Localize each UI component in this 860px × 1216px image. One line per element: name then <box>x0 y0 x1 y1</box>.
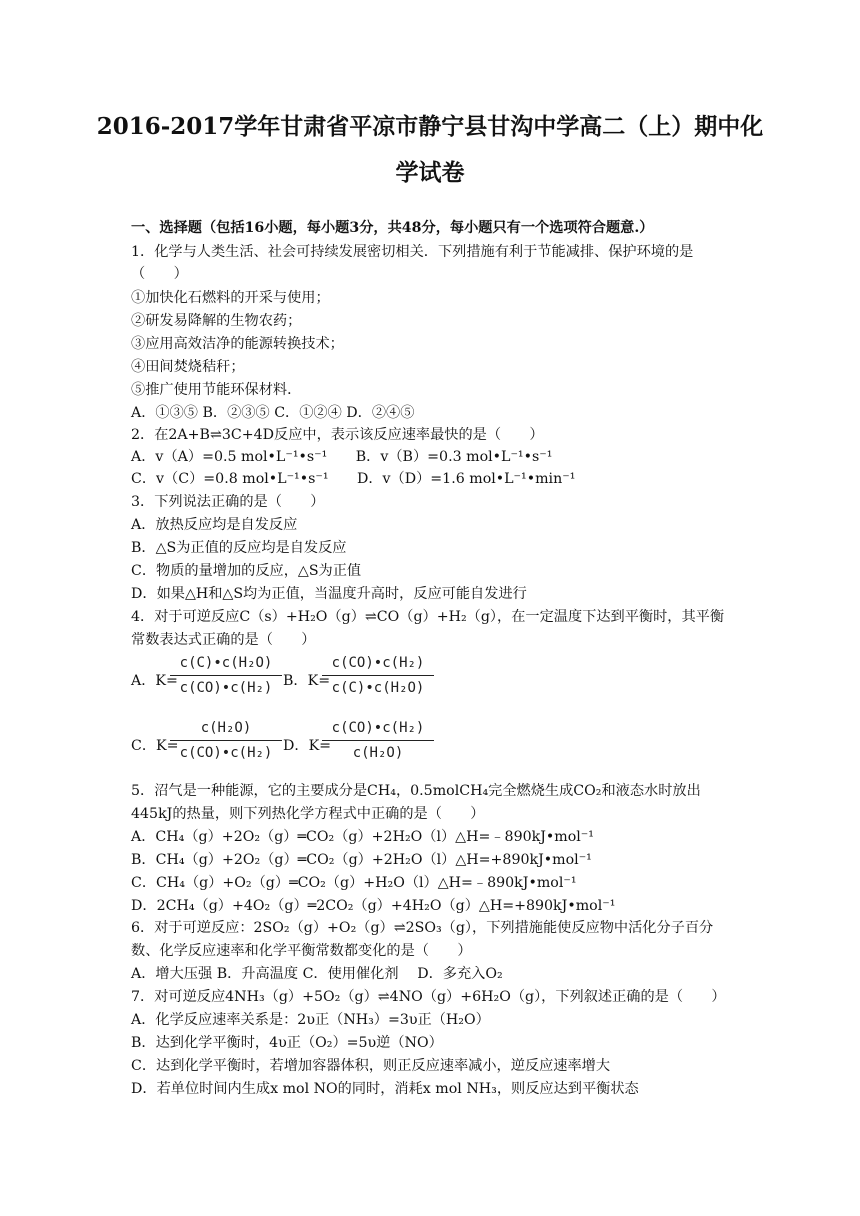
question-5-option-a: A．CH₄（g）+2O₂（g）═CO₂（g）+2H₂O（l）△H=﹣890kJ•mol⁻¹ <box>131 829 594 845</box>
k-option-c-numerator: c(H₂O) <box>200 720 252 736</box>
question-4-stem-cont: 常数表达式正确的是（ ） <box>131 632 316 648</box>
k-option-d-numerator: c(CO)•c(H₂) <box>331 720 425 736</box>
fraction-bar <box>322 740 434 741</box>
question-5-stem: 5．沼气是一种能源，它的主要成分是CH₄，0.5molCH₄完全燃烧生成CO₂和液态水时放出 <box>131 783 701 799</box>
question-1-item-5: ⑤推广使用节能环保材料． <box>131 382 302 398</box>
question-6-options: A．增大压强 B．升高温度 C．使用催化剂 D．多充入O₂ <box>131 966 503 982</box>
question-1-item-1: ①加快化石燃料的开采与使用； <box>131 290 330 306</box>
question-2-options-cd: C．v（C）=0.8 mol•L⁻¹•s⁻¹ D．v（D）=1.6 mol•L⁻¹•min⁻¹ <box>131 471 576 487</box>
question-3-stem: 3．下列说法正确的是（ ） <box>131 494 325 510</box>
question-6-stem: 6．对于可逆反应：2SO₂（g）+O₂（g）⇌2SO₃（g），下列措施能使反应物中活化分子百分 <box>131 920 714 936</box>
k-option-d-fraction <box>322 717 434 764</box>
question-1-item-4: ④田间焚烧秸秆； <box>131 359 245 375</box>
question-5-option-c: C．CH₄（g）+O₂（g）═CO₂（g）+H₂O（l）△H=﹣890kJ•mol⁻¹ <box>131 875 577 891</box>
question-5-stem-cont: 445kJ的热量，则下列热化学方程式中正确的是（ ） <box>131 806 485 822</box>
question-7-stem: 7．对可逆反应4NH₃（g）+5O₂（g）⇌4NO（g）+6H₂O（g），下列叙述正确的是（ ） <box>131 989 726 1005</box>
k-option-c-denominator: c(CO)•c(H₂) <box>179 745 273 761</box>
k-option-b-label: B．K= <box>283 673 331 689</box>
question-1-item-2: ②研发易降解的生物农药； <box>131 313 302 329</box>
document-title-line2: 学试卷 <box>395 159 465 186</box>
k-option-d-denominator: c(H₂O) <box>352 745 404 761</box>
question-1-item-3: ③应用高效洁净的能源转换技术； <box>131 336 344 352</box>
question-7-option-b: B．达到化学平衡时，4υ正（O₂）=5υ逆（NO） <box>131 1035 443 1051</box>
k-option-a-denominator: c(CO)•c(H₂) <box>179 680 273 696</box>
question-7-option-c: C．达到化学平衡时，若增加容器体积，则正反应速率减小，逆反应速率增大 <box>131 1058 611 1074</box>
question-5-option-d: D．2CH₄（g）+4O₂（g）═2CO₂（g）+4H₂O（g）△H=+890kJ•mol⁻¹ <box>131 898 616 914</box>
question-1-options: A．①③⑤ B．②③⑤ C．①②④ D．②④⑤ <box>131 405 415 421</box>
question-3-option-d: D．如果△H和△S均为正值，当温度升高时，反应可能自发进行 <box>131 586 527 602</box>
document-title-line1: 2016-2017学年甘肃省平凉市静宁县甘沟中学高二（上）期中化 <box>96 113 764 140</box>
fraction-bar <box>322 675 434 676</box>
k-option-a-numerator: c(C)•c(H₂O) <box>179 655 273 671</box>
question-7-option-d: D．若单位时间内生成x mol NO的同时，消耗x mol NH₃，则反应达到平衡状态 <box>131 1081 639 1097</box>
question-6-stem-cont: 数、化学反应速率和化学平衡常数都变化的是（ ） <box>131 943 472 959</box>
k-option-a-label: A．K= <box>131 673 178 689</box>
question-3-option-a: A．放热反应均是自发反应 <box>131 517 298 533</box>
section-heading: 一、选择题（包括16小题，每小题3分，共48分，每小题只有一个选项符合题意.） <box>131 220 654 236</box>
k-option-b-numerator: c(CO)•c(H₂) <box>331 655 425 671</box>
question-1-stem: 1．化学与人类生活、社会可持续发展密切相关．下列措施有利于节能减排、保护环境的是 <box>131 244 694 260</box>
k-option-c-label: C．K= <box>131 738 179 754</box>
fraction-bar <box>170 740 282 741</box>
k-option-d-label: D．K= <box>283 738 332 754</box>
question-3-option-b: B．△S为正值的反应均是自发反应 <box>131 540 347 556</box>
fraction-bar <box>170 675 282 676</box>
question-2-options-ab: A．v（A）=0.5 mol•L⁻¹•s⁻¹ B．v（B）=0.3 mol•L⁻¹•s⁻¹ <box>131 449 553 465</box>
question-7-option-a: A．化学反应速率关系是：2υ正（NH₃）=3υ正（H₂O） <box>131 1012 490 1028</box>
question-4-stem: 4．对于可逆反应C（s）+H₂O（g）⇌CO（g）+H₂（g），在一定温度下达到平衡时，其平衡 <box>131 609 725 625</box>
question-2-stem: 2．在2A+B⇌3C+4D反应中，表示该反应速率最快的是（ ） <box>131 427 544 443</box>
k-option-b-denominator: c(C)•c(H₂O) <box>331 680 425 696</box>
question-5-option-b: B．CH₄（g）+2O₂（g）═CO₂（g）+2H₂O（l）△H=+890kJ•mol⁻¹ <box>131 852 592 868</box>
question-3-option-c: C．物质的量增加的反应，△S为正值 <box>131 563 362 579</box>
k-option-c-fraction <box>170 717 282 764</box>
k-option-a-fraction <box>170 652 282 699</box>
question-1-blank: （ ） <box>131 266 188 282</box>
k-option-b-fraction <box>322 652 434 699</box>
